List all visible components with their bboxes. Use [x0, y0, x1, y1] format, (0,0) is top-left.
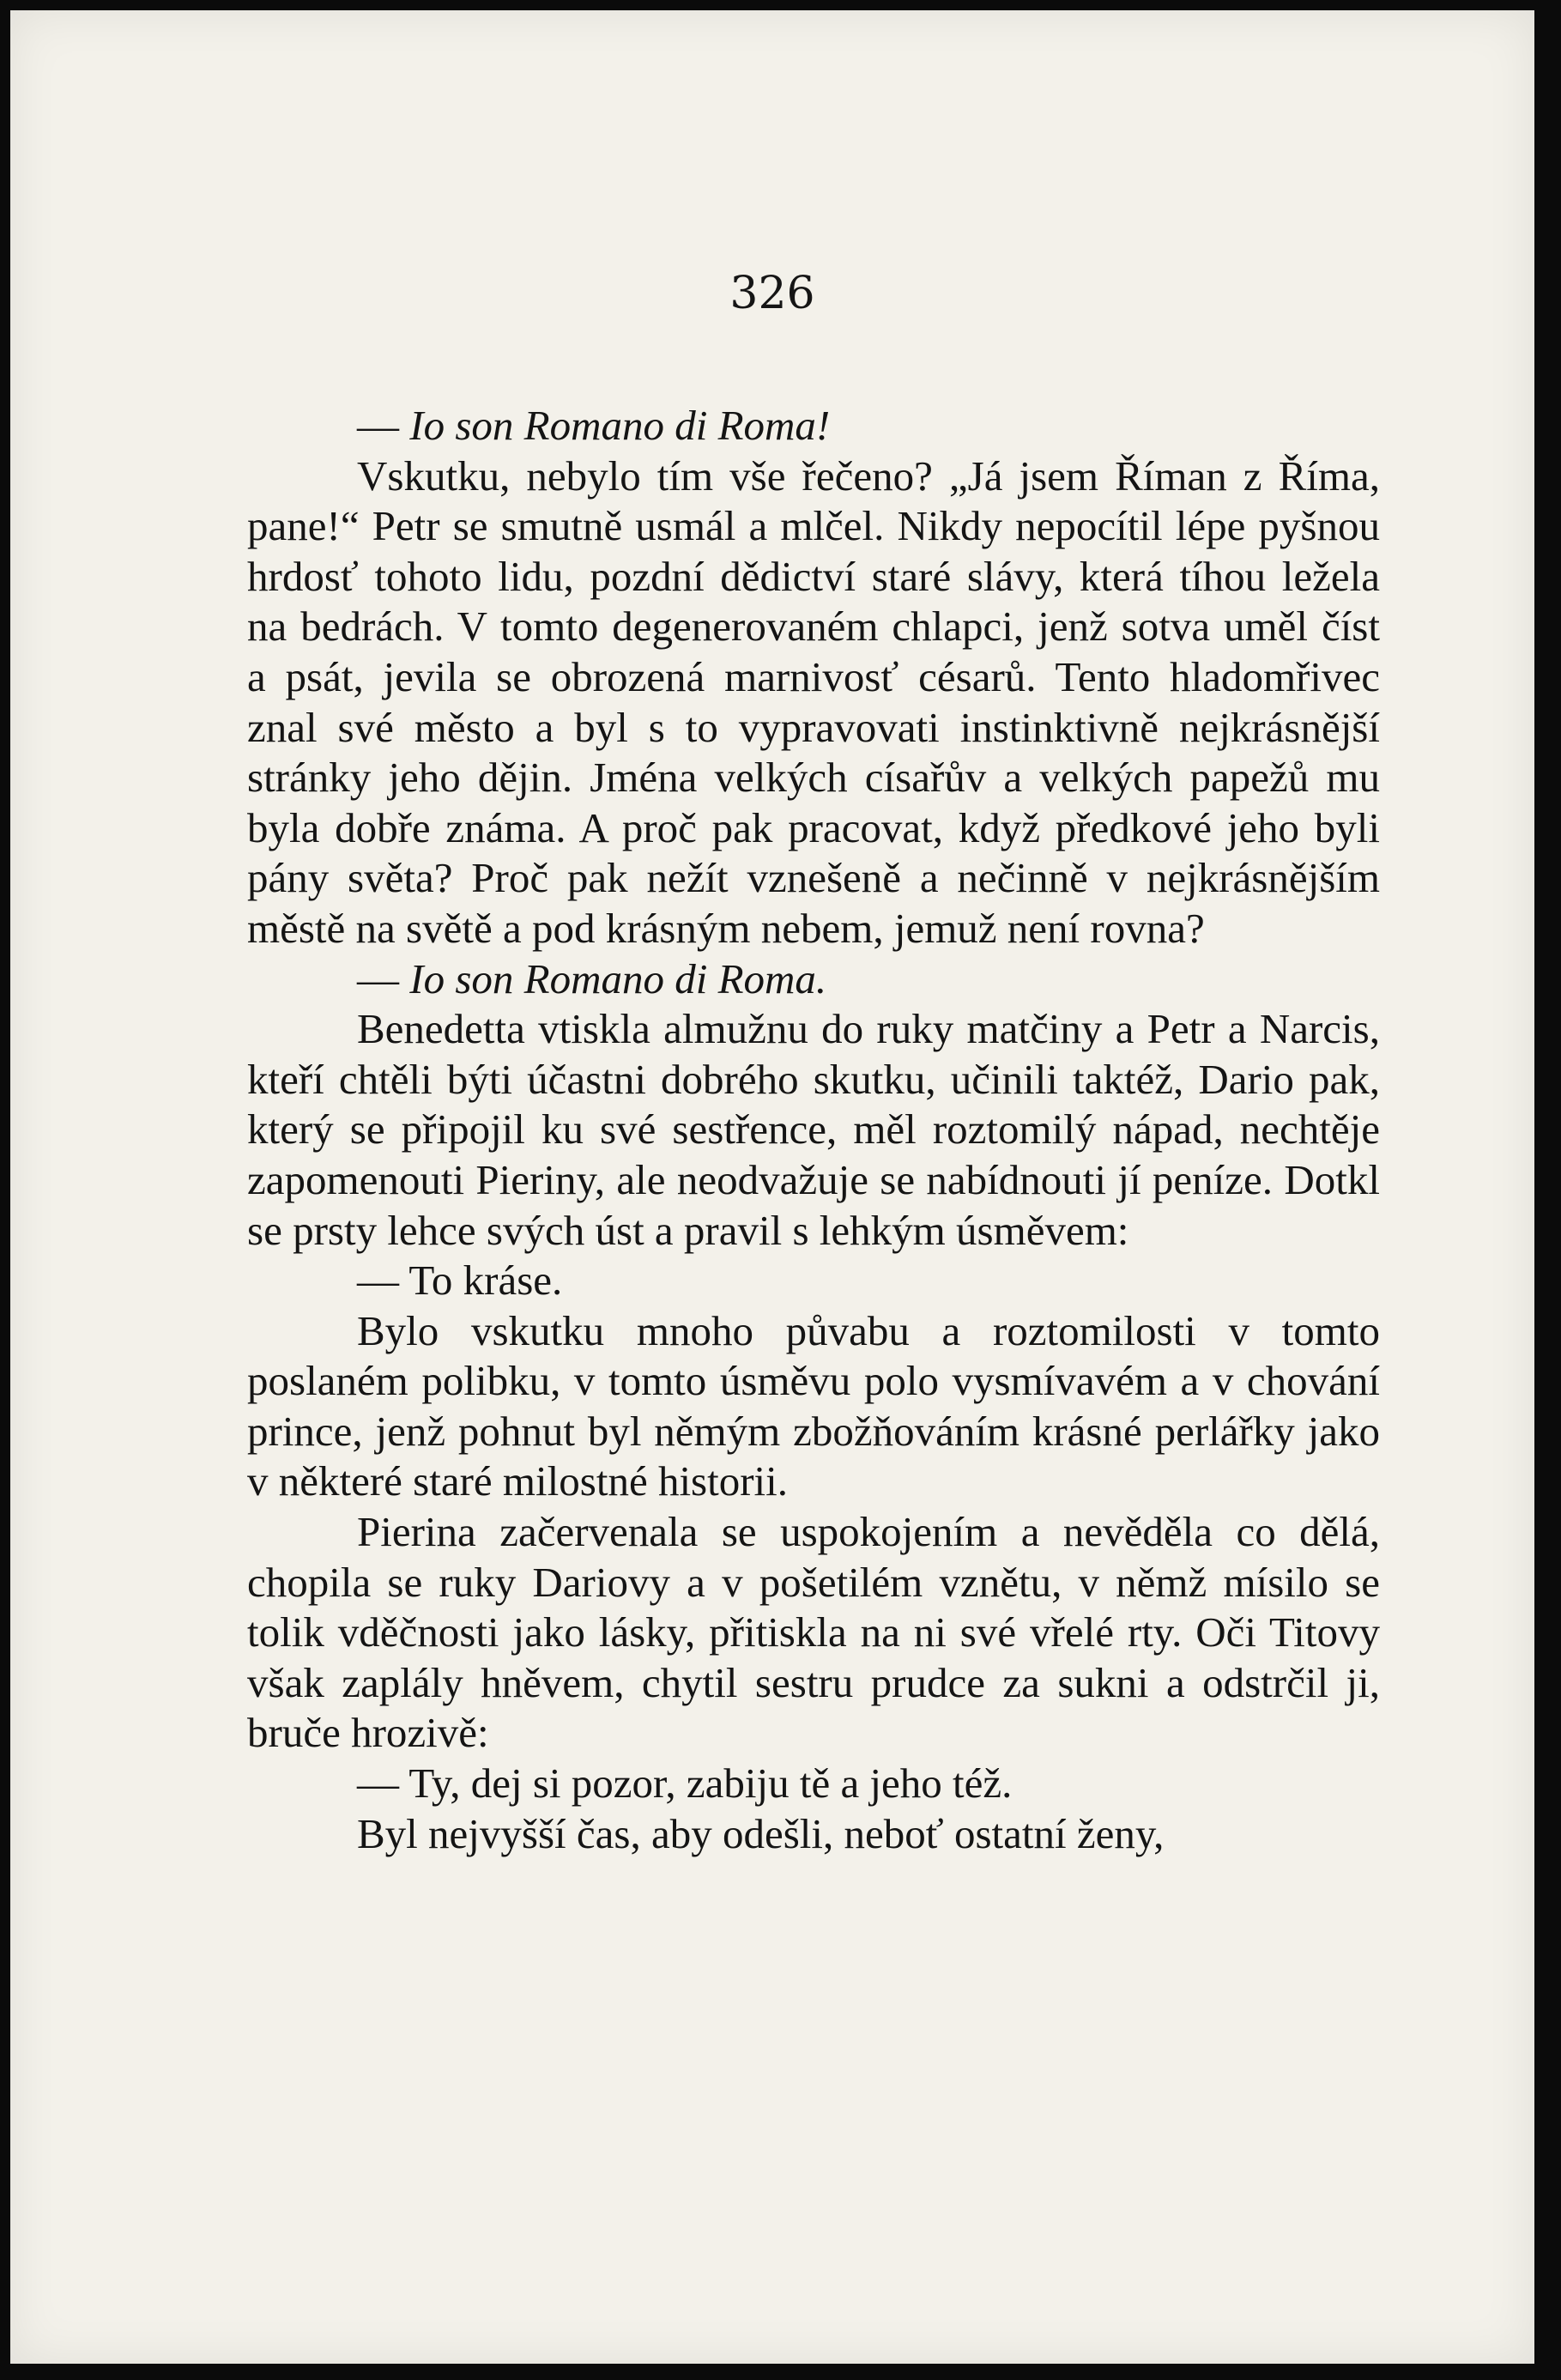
dialog-line-1 — [247, 401, 1380, 451]
paragraph-5: Byl nejvyšší čas, aby odešli, neboť ostatní ženy, — [357, 1809, 1165, 1857]
paragraph-2: Benedetta vtiskla almužnu do ruky matčiny a Petr a Narcis, kteří chtěli býti účastni dobrého skutku, učinili taktéž, Dario pak, který se připojil ku své sestřence, měl roztomilý nápad, nechtěje zapomenouti Pieriny, ale neodvažuje se nabídnouti jí peníze. Dotkl se prsty lehce svých úst a pravil s lehkým úsměvem: — [247, 1005, 1380, 1254]
dialog-line-2 — [247, 954, 1380, 1005]
dialog-dash: — — [357, 1759, 399, 1808]
dialog-speech: Ty, dej si pozor, zabiju tě a jeho též. — [408, 1759, 1013, 1808]
dialog-speech: Io son Romano di Roma! — [409, 402, 831, 449]
dialog-line-3 — [247, 1256, 1380, 1306]
dialog-dash: — — [357, 954, 399, 1002]
book-page — [10, 10, 1534, 2364]
paragraph-4: Pierina začervenala se uspokojením a nevěděla co dělá, chopila se ruky Dariovy a v pošetilém vznětu, v němž mísilo se tolik vděčnosti jako lásky, přitiskla na ni své vřelé rty. Oči Titovy však zaplály hněvem, chytil sestru prudce za sukni a odstrčil ji, bruče hrozivě: — [247, 1508, 1380, 1757]
paragraph-1: Vskutku, nebylo tím vše řečeno? „Já jsem Říman z Říma, pane!“ Petr se smutně usmál a mlčel. Nikdy nepocítil lépe pyšnou hrdosť tohoto lidu, pozdní dědictví staré slávy, která tíhou ležela na bedrách. V tomto degenerovaném chlapci, jenž sotva uměl číst a psát, jevila se obrozená marnivosť césarů. Tento hladomřivec znal své město a byl s to vypravovati instinktivně nejkrásnější stránky jeho dějin. Jména velkých císařův a velkých papežů mu byla dobře známa. A proč pak pracovat, když předkové jeho byli pány světa? Proč pak nežít vznešeně a nečinně v nejkrásnějším městě na světě a pod krásným nebem, jemuž není rovna? — [247, 451, 1380, 952]
dialog-line-4 — [247, 1759, 1380, 1809]
dialog-speech: To kráse. — [408, 1257, 563, 1305]
dialog-dash: — — [357, 402, 399, 449]
body-text — [247, 401, 1380, 1859]
dialog-dash: — — [357, 1257, 399, 1305]
page-number: 326 — [729, 268, 815, 319]
paragraph-3: Bylo vskutku mnoho půvabu a roztomilosti v tomto poslaném polibku, v tomto úsměvu polo vysmívavém a v chování prince, jenž pohnut byl němým zbožňováním krásné perlářky jako v některé staré milostné historii. — [247, 1306, 1380, 1505]
dialog-speech: Io son Romano di Roma. — [409, 954, 827, 1002]
